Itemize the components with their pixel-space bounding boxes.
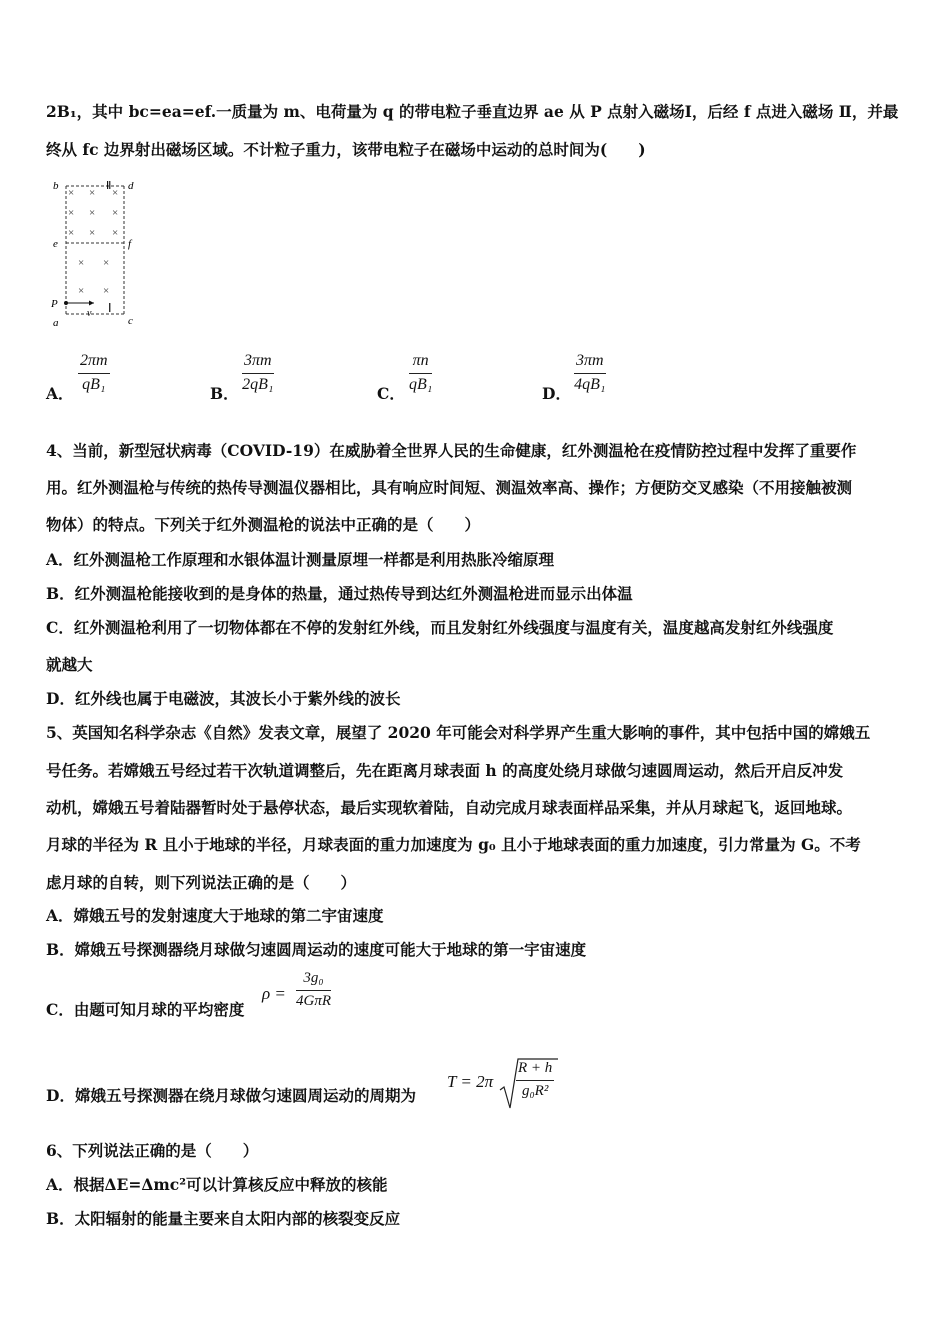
cross-mark: ×	[68, 207, 75, 219]
fraction-denominator: qB₁	[409, 376, 433, 393]
option-text: C．由题可知月球的平均密度	[46, 1000, 245, 1019]
option-label: C．	[377, 384, 405, 403]
cross-mark: ×	[103, 257, 110, 269]
cross-mark: ×	[112, 207, 119, 219]
density-lhs: ρ =	[262, 984, 286, 1003]
q6-option-b[interactable]: B．太阳辐射的能量主要来自太阳内部的核裂变反应	[46, 1209, 401, 1228]
q4-option-b[interactable]: B．红外测温枪能接收到的是身体的热量，通过热传导到达红外测温枪进而显示出体温	[46, 584, 633, 603]
fraction-numerator: 3g₀	[296, 970, 331, 991]
q5-line-4: 月球的半径为 R 且小于地球的半径，月球表面的重力加速度为 g₀ 且小于地球表面的重力加速度，引力常量为 G。不考	[46, 835, 861, 854]
q5-option-d[interactable]	[46, 1056, 606, 1116]
magnetic-field-diagram	[46, 174, 146, 334]
period-lhs: T = 2π	[447, 1072, 494, 1091]
fraction-denominator: 4GπR	[296, 993, 332, 1009]
cross-mark: ×	[78, 285, 85, 297]
cross-mark: ×	[112, 227, 119, 239]
label-d: d	[128, 180, 134, 192]
option-label: B．	[210, 384, 239, 403]
q5-option-c[interactable]	[46, 970, 446, 1022]
fraction-denominator: g₀R²	[521, 1083, 549, 1099]
q5-option-a[interactable]: A．嫦娥五号的发射速度大于地球的第二宇宙速度	[46, 906, 384, 925]
option-text: D．嫦娥五号探测器在绕月球做匀速圆周运动的周期为	[46, 1086, 416, 1105]
label-P: P	[51, 298, 58, 310]
fraction-numerator: πn	[409, 352, 432, 374]
label-b: b	[53, 180, 59, 192]
q5-option-b[interactable]: B．嫦娥五号探测器绕月球做匀速圆周运动的速度可能大于地球的第一宇宙速度	[46, 940, 587, 959]
q3-options	[46, 352, 686, 412]
velocity-arrowhead	[89, 301, 94, 306]
cross-mark: ×	[89, 227, 96, 239]
q4-option-d[interactable]: D．红外线也属于电磁波，其波长小于紫外线的波长	[46, 689, 401, 708]
q4-option-c-line-1[interactable]: C．红外测温枪利用了一切物体都在不停的发射红外线，而且发射红外线强度与温度有关，温度越高发射红外线强度	[46, 618, 834, 637]
cross-mark: ×	[89, 207, 96, 219]
q4-line-3: 物体）的特点。下列关于红外测温枪的说法中正确的是（ ）	[46, 515, 481, 534]
fraction-numerator: 3πm	[574, 352, 606, 374]
label-c: c	[128, 315, 133, 327]
label-v: v	[87, 308, 92, 319]
q5-line-1: 5、英国知名科学杂志《自然》发表文章，展望了 2020 年可能会对科学界产生重大影响的事件，其中包括中国的嫦娥五	[46, 723, 871, 742]
period-fraction	[516, 1060, 554, 1100]
q6-line-1: 6、下列说法正确的是（ ）	[46, 1141, 259, 1160]
label-e: e	[53, 238, 58, 250]
q4-line-1: 4、当前，新型冠状病毒（COVID-19）在威胁着全世界人民的生命健康，红外测温枪在疫情防控过程中发挥了重要作	[46, 441, 857, 460]
fraction	[574, 352, 606, 394]
fraction	[78, 352, 110, 394]
option-label: A．	[46, 384, 74, 403]
label-f: f	[128, 238, 132, 250]
option-label: D．	[542, 384, 571, 403]
cross-mark: ×	[112, 187, 119, 199]
q5-line-2: 号任务。若嫦娥五号经过若干次轨道调整后，先在距离月球表面 h 的高度处绕月球做匀速圆周运动，然后开启反冲发	[46, 761, 844, 780]
q5-line-3: 动机，嫦娥五号着陆器暂时处于悬停状态，最后实现软着陆，自动完成月球表面样品采集，并从月球起飞，返回地球。	[46, 798, 853, 817]
label-region-I: Ⅰ	[108, 301, 112, 315]
cross-mark: ×	[89, 187, 96, 199]
q4-option-a[interactable]: A．红外测温枪工作原理和水银体温计测量原埋一样都是利用热胀冷缩原理	[46, 550, 555, 569]
fraction-numerator: 2πm	[78, 352, 110, 374]
q3-line-1: 2B₁，其中 bc=ea=ef.一质量为 m、电荷量为 q 的带电粒子垂直边界 ae 从 P 点射入磁场Ⅰ，后经 f 点进入磁场 Ⅱ，并最	[46, 102, 899, 121]
q6-option-a[interactable]: A．根据ΔE=Δmc²可以计算核反应中释放的核能	[46, 1175, 388, 1194]
cross-mark: ×	[103, 285, 110, 297]
fraction-numerator: 3πm	[242, 352, 274, 374]
fraction-denominator: qB₁	[82, 376, 106, 393]
fraction-denominator: 2qB₁	[242, 376, 274, 393]
fraction	[409, 352, 432, 394]
cross-mark: ×	[68, 187, 75, 199]
q3-line-2: 终从 fc 边界射出磁场区域。不计粒子重力，该带电粒子在磁场中运动的总时间为( )	[46, 140, 646, 159]
q4-option-c-line-2[interactable]: 就越大	[46, 655, 93, 674]
label-region-II: Ⅱ	[106, 180, 112, 192]
fraction	[242, 352, 274, 394]
q5-line-5: 虑月球的自转，则下列说法正确的是（ ）	[46, 873, 357, 892]
fraction-numerator: R + h	[516, 1060, 554, 1081]
fraction-denominator: 4qB₁	[574, 376, 606, 393]
cross-mark: ×	[68, 227, 75, 239]
q4-line-2: 用。红外测温枪与传统的热传导测温仪器相比，具有响应时间短、测温效率高、操作；方便防交叉感染（不用接触被测	[46, 478, 853, 497]
density-fraction	[296, 970, 331, 1010]
cross-mark: ×	[78, 257, 85, 269]
label-a: a	[53, 317, 59, 329]
